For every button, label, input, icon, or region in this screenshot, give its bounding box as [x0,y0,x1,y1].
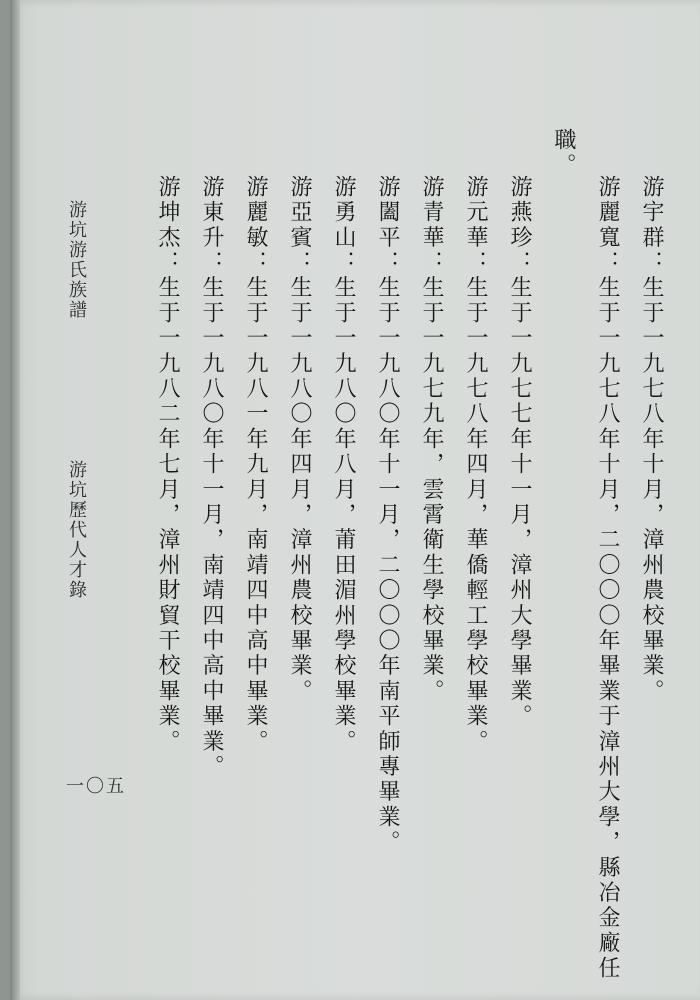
entry-column: 游青華：生于一九七九年，雲霄衛生學校畢業。 [419,175,444,705]
book-title: 游坑游氏族譜 [66,200,87,320]
entry-column: 游勇山：生于一九八〇年八月，莆田湄州學校畢業。 [331,175,356,755]
page-number: 一〇五 [66,776,126,797]
page-edge [10,0,20,1000]
entry-column: 職。 [551,128,576,179]
entry-column: 游闔平：生于一九八〇年十一月，二〇〇〇年南平師專畢業。 [375,175,400,856]
entry-column: 游元華：生于一九七八年四月，華僑輕工學校畢業。 [463,175,488,755]
book-page [10,0,700,1000]
entry-column: 游麗寬：生于一九七八年十月，二〇〇〇年畢業于漳州大學，縣冶金廠任 [595,175,620,982]
entry-column: 游宇群：生于一九七八年十月，漳州農校畢業。 [639,175,664,705]
entry-column: 游東升：生于一九八〇年十一月，南靖四中高中畢業。 [199,175,224,780]
section-title: 游坑歷代人才錄 [66,460,87,600]
entry-column: 游燕珍：生于一九七七年十一月，漳州大學畢業。 [507,175,532,730]
entry-column: 游亞賓：生于一九八〇年四月，漳州農校畢業。 [287,175,312,705]
entry-column: 游坤杰：生于一九八二年七月，漳州財貿干校畢業。 [155,175,180,755]
entry-column: 游麗敏：生于一九八一年九月，南靖四中高中畢業。 [243,175,268,755]
